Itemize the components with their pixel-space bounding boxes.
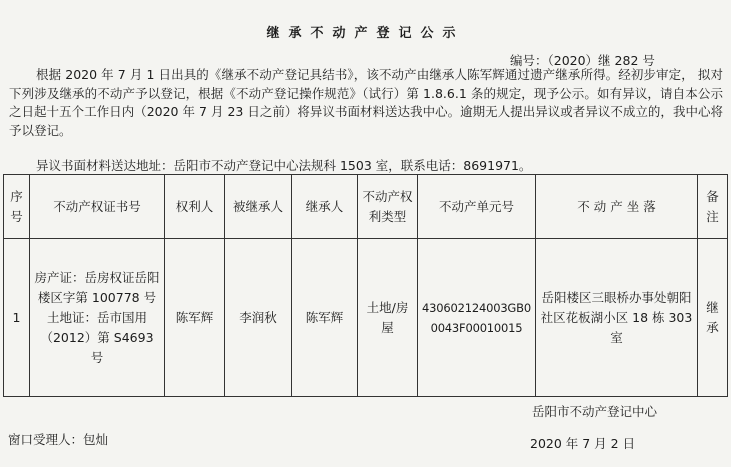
- header-cert: 不动产权证书号: [30, 175, 165, 239]
- cell-right-type: 土地/房屋: [358, 239, 418, 397]
- header-holder: 权利人: [165, 175, 225, 239]
- cell-location: 岳阳楼区三眼桥办事处朝阳社区花板湖小区 18 栋 303 室: [536, 239, 698, 397]
- cell-heir-from: 李润秋: [225, 239, 292, 397]
- header-remark: 备注: [698, 175, 728, 239]
- cell-cert: [30, 239, 165, 397]
- window-receiver: 窗口受理人：包灿: [8, 432, 109, 447]
- registration-table: [3, 174, 728, 397]
- issuing-organization: 岳阳市不动产登记中心: [532, 404, 658, 419]
- header-location: 不 动 产 坐 落: [536, 175, 698, 239]
- header-seq: 序号: [4, 175, 30, 239]
- issue-date: 2020 年 7 月 2 日: [530, 436, 636, 451]
- header-unit-no: 不动产单元号: [418, 175, 536, 239]
- cell-unit-no: 430602124003GB00043F00010015: [418, 239, 536, 397]
- cert-land: 土地证：岳市国用（2012）第 S4693 号: [40, 309, 154, 365]
- objection-address: 异议书面材料送达地址：岳阳市不动产登记中心法规科 1503 室，联系电话：8691971。: [36, 158, 532, 173]
- document-number: 编号：（2020）继 282 号: [510, 53, 655, 68]
- cell-remark: 继承: [698, 239, 728, 397]
- document-title: 继承不动产登记公示: [266, 26, 465, 41]
- header-heir-from: 被继承人: [225, 175, 292, 239]
- table-header-row: [4, 175, 728, 239]
- table-row: [4, 239, 728, 397]
- cert-house: 房产证：岳房权证岳阳楼区字第 100778 号: [34, 269, 160, 305]
- cell-heir: 陈军辉: [292, 239, 358, 397]
- header-right-type: 不动产权利类型: [358, 175, 418, 239]
- notice-paragraph: 根据 2020 年 7 月 1 日出具的《继承不动产登记具结书》，该不动产由继承人陈军辉通过遗产继承所得。经初步审定， 拟对下列涉及继承的不动产予以登记，根据《不动产登记操作规范》（试行）第 1.8.6.1 条的规定，现予公示。如有异议，请自本公示之日起十五个工作日内（2020 年 7 月 23 日之前）将异议书面材料送达我中心。逾期无人提出异议或者异议不成立的，我中心将予以登记。: [9, 67, 723, 138]
- cell-seq: 1: [4, 239, 30, 397]
- cell-holder: 陈军辉: [165, 239, 225, 397]
- header-heir: 继承人: [292, 175, 358, 239]
